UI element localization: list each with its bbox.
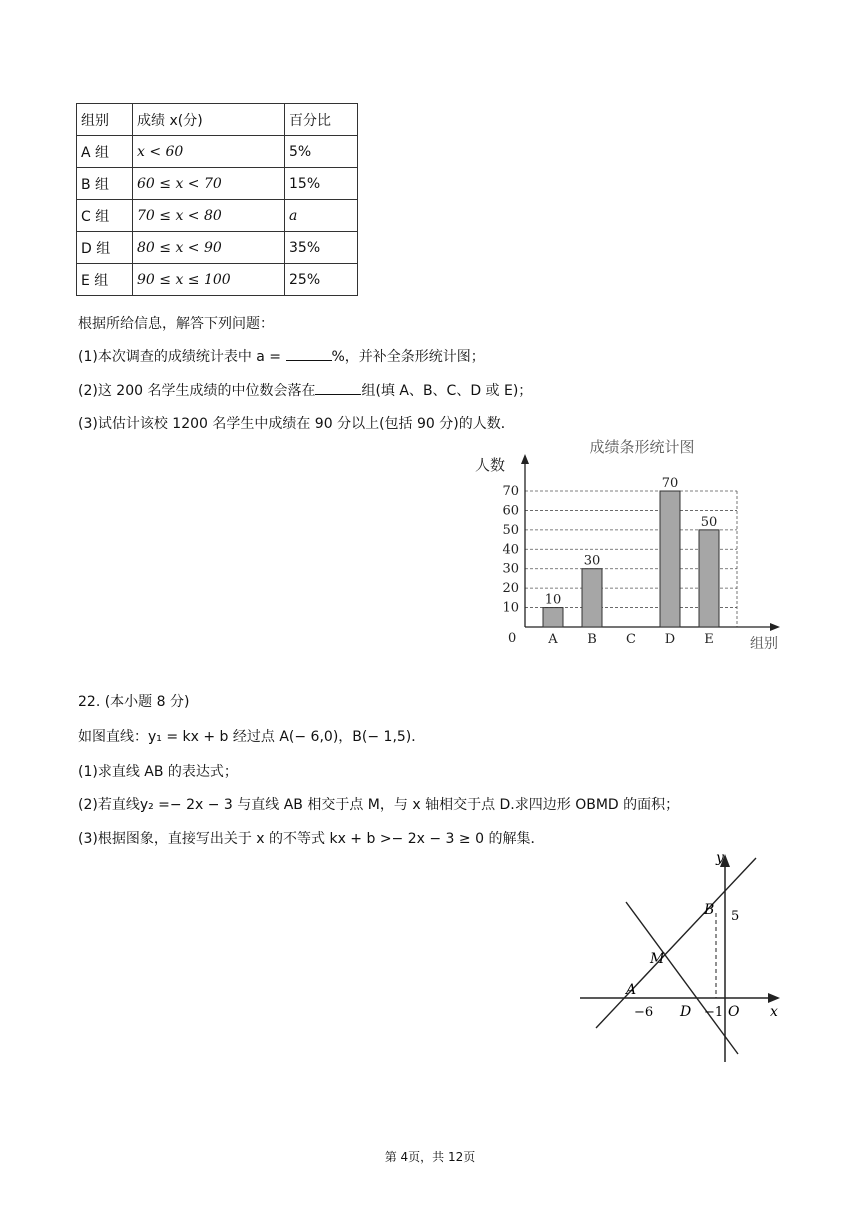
q22-part1: (1)求直线 AB 的表达式； [78,764,238,780]
x-tick-label: A [548,632,558,647]
chart-layer [502,454,780,647]
table-header-row [77,104,358,136]
q21-intro: 根据所给信息，解答下列问题： [78,316,274,332]
bar [699,530,719,627]
cell-group: B 组 [77,168,133,200]
x-tick-label: D [664,632,676,647]
label-five: 5 [731,909,740,924]
table-row [77,136,358,168]
q21-part1 [78,346,485,366]
page-footer: 第 4页，共 12页 [384,1150,476,1164]
label-b: B [704,902,715,918]
y-tick-label: 30 [502,561,519,577]
table-row [77,168,358,200]
cell-percent: 5% [285,136,358,168]
q21-part1-a: (1)本次调查的成绩统计表中 a = [78,349,286,365]
label-m: M [650,951,665,967]
bar-value-label: 70 [661,476,679,491]
y-tick-label: 20 [502,581,519,597]
answer-blank [315,380,361,395]
bar [582,569,602,627]
bar-value-label: 10 [544,592,562,608]
chart-xlabel: 组别 [750,636,778,652]
x-axis-arrow-icon [770,623,780,631]
line-graph [580,850,790,1065]
y-tick-label: 50 [502,522,519,538]
table-row [77,264,358,296]
label-d: D [680,1004,692,1020]
line-ab [596,858,756,1028]
table-row [77,232,358,264]
q21-part2 [78,380,532,400]
table-row [77,200,358,232]
label-x: x [770,1004,778,1020]
cell-group: D 组 [77,232,133,264]
y-tick-label: 10 [502,600,519,616]
x-axis-arrow-icon [768,993,780,1003]
q22-heading: 22. (本小题 8 分) [78,694,190,710]
cell-range: 90 ≤ x ≤ 100 [133,264,285,296]
x-tick-label: C [626,632,636,647]
bar [543,608,563,627]
chart-title: 成绩条形统计图 [589,438,695,456]
cell-range: 70 ≤ x < 80 [133,200,285,232]
q22-part2: (2)若直线y₂ =− 2x − 3 与直线 AB 相交于点 M，与 x 轴相交于点 D.求四边形 OBMD 的面积； [78,797,680,813]
label-y: y [716,850,724,866]
cell-percent: 35% [285,232,358,264]
y-tick-label: 60 [502,503,519,519]
bar-value-label: 30 [583,553,601,569]
x-tick-label: E [704,632,714,647]
answer-blank [286,346,332,361]
cell-percent: 15% [285,168,358,200]
cell-percent: 25% [285,264,358,296]
cell-group: A 组 [77,136,133,168]
cell-range: x < 60 [133,136,285,168]
cell-percent: a [285,200,358,232]
label-neg6: −6 [634,1005,654,1020]
q22-part3: (3)根据图象，直接写出关于 x 的不等式 kx + b >− 2x − 3 ≥ 0 的解集． [78,831,545,847]
q21-part2-b: 组(填 A、B、C、D 或 E)； [361,383,533,399]
label-o: O [728,1004,740,1020]
q21-part3: (3)试估计该校 1200 名学生中成绩在 90 分以上(包括 90 分)的人数． [78,416,515,432]
cell-group: E 组 [77,264,133,296]
header-group: 组别 [77,104,133,136]
bar-value-label: 50 [700,514,718,530]
y-tick-label: 40 [502,542,519,558]
grade-table [76,103,358,296]
cell-range: 80 ≤ x < 90 [133,232,285,264]
bar-chart [470,430,790,655]
bar [660,491,680,627]
y-axis-arrow-icon [521,454,529,464]
chart-ylabel: 人数 [475,456,506,474]
chart-origin-label: 0 [508,631,517,646]
label-a: A [626,982,637,998]
header-score: 成绩 x(分) [133,104,285,136]
cell-group: C 组 [77,200,133,232]
cell-range: 60 ≤ x < 70 [133,168,285,200]
header-percent: 百分比 [285,104,358,136]
y-tick-label: 70 [502,484,519,499]
label-neg1: −1 [704,1005,724,1020]
q22-stem: 如图直线：y₁ = kx + b 经过点 A(− 6,0)，B(− 1,5)． [78,729,426,745]
q21-part2-a: (2)这 200 名学生成绩的中位数会落在 [78,383,316,399]
q21-part1-b: %，并补全条形统计图； [331,349,485,365]
x-tick-label: B [587,632,597,647]
